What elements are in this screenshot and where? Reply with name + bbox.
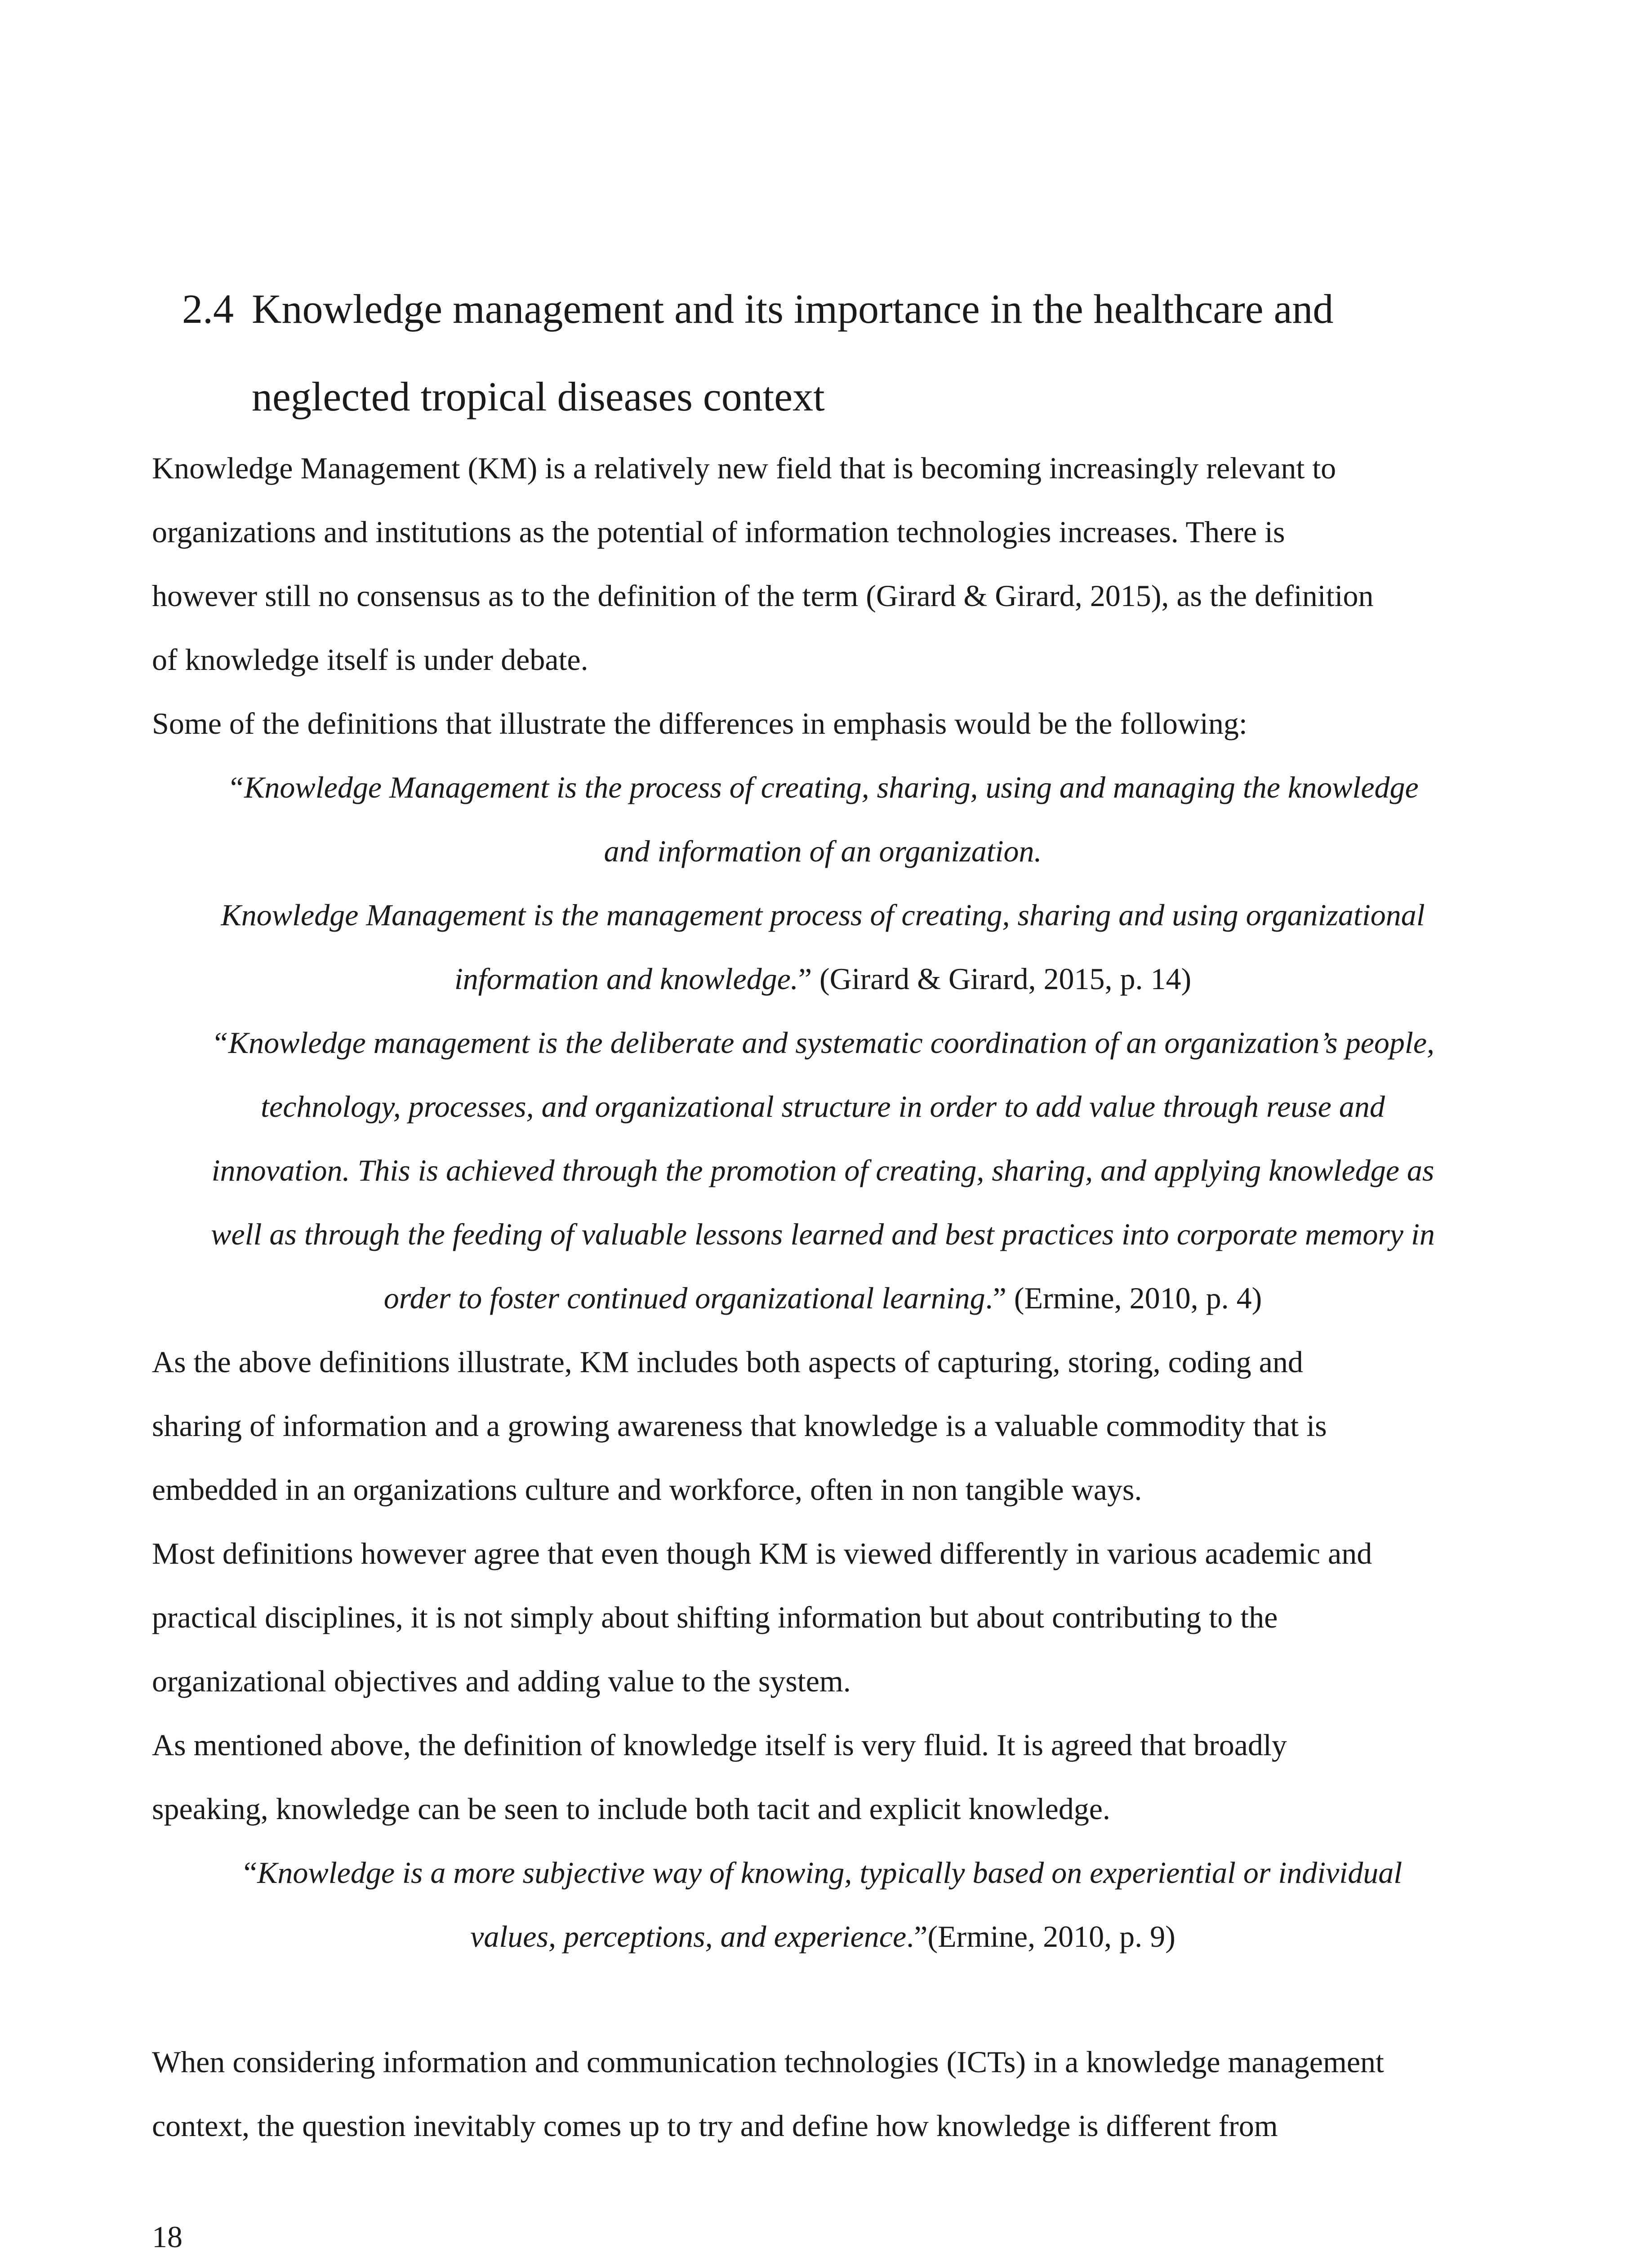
citation: .”(Ermine, 2010, p. 9): [906, 1919, 1176, 1954]
paragraph-icts: [152, 2030, 1494, 2158]
paragraph-most-definitions: [152, 1521, 1494, 1713]
text-line: Knowledge Management (KM) is a relatively new field that is becoming increasingly relevant to: [152, 451, 1336, 485]
text-line: organizations and institutions as the potential of information technologies increases. There is: [152, 515, 1285, 549]
text-line: embedded in an organizations culture and workforce, often in non tangible ways.: [152, 1472, 1142, 1507]
quote-line: “Knowledge management is the deliberate and systematic coordination of an organization’s people,: [211, 1026, 1434, 1060]
text-line: speaking, knowledge can be seen to include both tacit and explicit knowledge.: [152, 1792, 1110, 1826]
quote-line: order to foster continued organizational learning.” (Ermine, 2010, p. 4): [383, 1281, 1262, 1315]
quote-line: well as through the feeding of valuable lessons learned and best practices into corporate memory in: [211, 1217, 1435, 1251]
section-title-line-1: Knowledge management and its importance in the healthcare and: [252, 286, 1334, 332]
quote-ermine-knowledge: [152, 1841, 1494, 1968]
text-line: practical disciplines, it is not simply about shifting information but about contributing to the: [152, 1600, 1278, 1634]
text-line: Some of the definitions that illustrate the differences in emphasis would be the following:: [152, 706, 1247, 740]
citation: .” (Ermine, 2010, p. 4): [985, 1281, 1262, 1315]
quote-line: “Knowledge is a more subjective way of knowing, typically based on experiential or individual: [243, 1855, 1403, 1890]
quote-ermine-km: [152, 1011, 1494, 1330]
section-number: 2.4: [182, 286, 234, 332]
quote-line: and information of an organization.: [604, 834, 1042, 868]
page-number: 18: [152, 2220, 183, 2248]
citation: ” (Girard & Girard, 2015, p. 14): [798, 962, 1192, 996]
paragraph-knowledge-fluid: [152, 1713, 1494, 1841]
paragraph-definitions-lead: [152, 691, 1494, 755]
text-line: organizational objectives and adding value to the system.: [152, 1664, 851, 1698]
quote-line: values, perceptions, and experience.”(Ermine, 2010, p. 9): [470, 1919, 1176, 1954]
text-line: As mentioned above, the definition of knowledge itself is very fluid. It is agreed that broadly: [152, 1728, 1287, 1762]
text-line: however still no consensus as to the definition of the term (Girard & Girard, 2015), as the definition: [152, 579, 1374, 613]
text-line: context, the question inevitably comes up to try and define how knowledge is different from: [152, 2109, 1278, 2143]
quote-line: innovation. This is achieved through the promotion of creating, sharing, and applying knowledge as: [211, 1153, 1434, 1187]
text-line: As the above definitions illustrate, KM includes both aspects of capturing, storing, coding and: [152, 1345, 1303, 1379]
paragraph-km-intro: [152, 436, 1494, 691]
quote-line: Knowledge Management is the management process of creating, sharing and using organizational: [221, 898, 1425, 932]
quote-line: information and knowledge.” (Girard & Girard, 2015, p. 14): [454, 962, 1192, 996]
paragraph-definitions-illustrate: [152, 1330, 1494, 1521]
section-title-line-2: neglected tropical diseases context: [252, 374, 825, 419]
text-line: Most definitions however agree that even though KM is viewed differently in various academic and: [152, 1536, 1372, 1570]
section-heading: [182, 265, 1477, 441]
quote-line: “Knowledge Management is the process of creating, sharing, using and managing the knowledge: [227, 770, 1419, 804]
quote-line: technology, processes, and organizational structure in order to add value through reuse and: [261, 1089, 1385, 1124]
text-line: When considering information and communication technologies (ICTs) in a knowledge management: [152, 2045, 1384, 2079]
text-line: sharing of information and a growing awareness that knowledge is a valuable commodity that is: [152, 1409, 1327, 1443]
text-line: of knowledge itself is under debate.: [152, 642, 588, 677]
quote-girard: [152, 755, 1494, 1011]
